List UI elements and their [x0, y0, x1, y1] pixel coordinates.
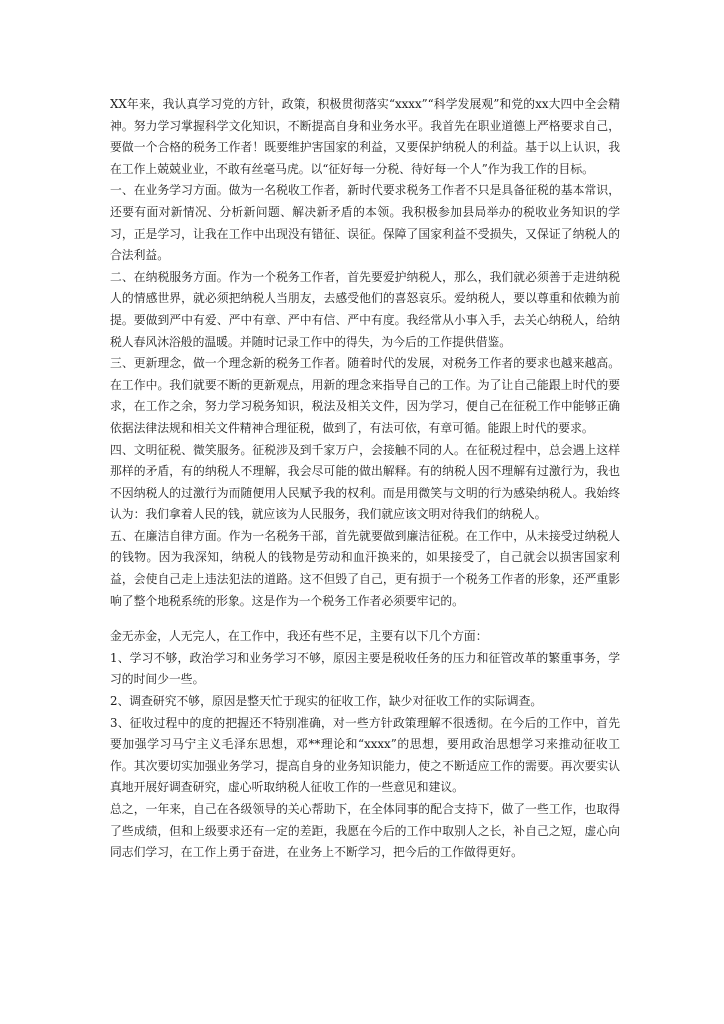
shortcoming-item-3: 3、征收过程中的度的把握还不特别准确，对一些方针政策理解不很透彻。在今后的工作中，首先要加强学习马宁主义毛泽东思想，邓**理论和“xxxx”的思想，要用政治思想学习来推动征收工作。其次要切实加强业务学习，提高自身的业务知识能力，使之不断适应工作的需要。再次要实认真地开展好调查研究，虚心听取纳税人征收工作的一些意见和建议。	[110, 715, 620, 795]
section-integrity: 五、在廉洁自律方面。作为一名税务干部，首先就要做到廉洁征税。在工作中，从未接受过纳税人的钱物。因为我深知，纳税人的钱物是劳动和血汗换来的，如果接受了，自己就会以损害国家利益，会使自己走上违法犯法的道路。这不但毁了自己，更有损于一个税务工作者的形象，还严重影响了整个地税系统的形象。这是作为一个税务工作者必须要牢记的。	[110, 528, 620, 608]
shortcoming-item-2: 2、调查研究不够，原因是整天忙于现实的征收工作，缺少对征收工作的实际调查。	[110, 694, 543, 709]
shortcoming-item-1: 1、学习不够，政治学习和业务学习不够，原因主要是税收任务的压力和征管改革的繁重事务，学习的时间少一些。	[110, 650, 620, 687]
document-body	[110, 94, 620, 864]
conclusion-paragraph: 总之，一年来，自己在各级领导的关心帮助下，在全体同事的配合支持下，做了一些工作，也取得了些成绩，但和上级要求还有一定的差距，我愿在今后的工作中取别人之长，补自己之短，虚心向同志们学习，在工作上勇于奋进，在业务上不断学习，把今后的工作做得更好。	[110, 802, 620, 860]
paragraph-gap	[110, 612, 620, 626]
intro-paragraph: XX年来，我认真学习党的方针，政策，积极贯彻落实“xxxx”“科学发展观”和党的xx大四中全会精神。努力学习掌握科学文化知识，不断提高自身和业务水平。我首先在职业道德上严格要求自己，要做一个合格的税务工作者！既要维护害国家的利益，又要保护纳税人的利益。基于以上认识，我在工作上兢兢业业，不敢有丝毫马虎。以“征好每一分税、待好每一个人”作为我工作的目标。	[110, 97, 620, 176]
section-business-study: 一、在业务学习方面。做为一名税收工作者，新时代要求税务工作者不只是具备征税的基本常识，还要有面对新情况、分析新问题、解决新矛盾的本领。我积极参加县局举办的税收业务知识的学习，正是学习，让我在工作中出现没有错征、误征。保障了国家利益不受损失，又保证了纳税人的合法利益。	[110, 183, 620, 263]
section-civil-tax: 四、文明征税、微笑服务。征税涉及到千家万户，会接触不同的人。在征税过程中，总会遇上这样那样的矛盾，有的纳税人不理解，我会尽可能的做出解释。有的纳税人因不理解有过激行为，我也不因纳税人的过激行为而随便用人民赋予我的权利。而是用微笑与文明的行为感染纳税人。我始终认为：我们拿着人民的钱，就应该为人民服务，我们就应该文明对待我们的纳税人。	[110, 442, 620, 522]
section-new-concepts: 三、更新理念，做一个理念新的税务工作者。随着时代的发展，对税务工作者的要求也越来越高。在工作中。我们就要不断的更新观点，用新的理念来指导自己的工作。为了让自己能跟上时代的要求，在工作之余，努力学习税务知识，税法及相关文件，因为学习，便自己在征税工作中能够正确依据法律法规和相关文件精神合理征税，做到了，有法可依，有章可循。能跟上时代的要求。	[110, 356, 620, 435]
shortcomings-intro: 金无赤金，人无完人，在工作中，我还有些不足，主要有以下几个方面：	[110, 629, 488, 644]
section-taxpayer-service: 二、在纳税服务方面。作为一个税务工作者，首先要爱护纳税人，那么，我们就必须善于走进纳税人的情感世界，就必须把纳税人当朋友，去感受他们的喜怒哀乐。爱纳税人，要以尊重和依赖为前提。要做到严中有爱、严中有章、严中有信、严中有度。我经常从小事入手，去关心纳税人，给纳税人春风沐浴般的温暖。并随时记录工作中的得失，为今后的工作提供借鉴。	[110, 269, 620, 349]
